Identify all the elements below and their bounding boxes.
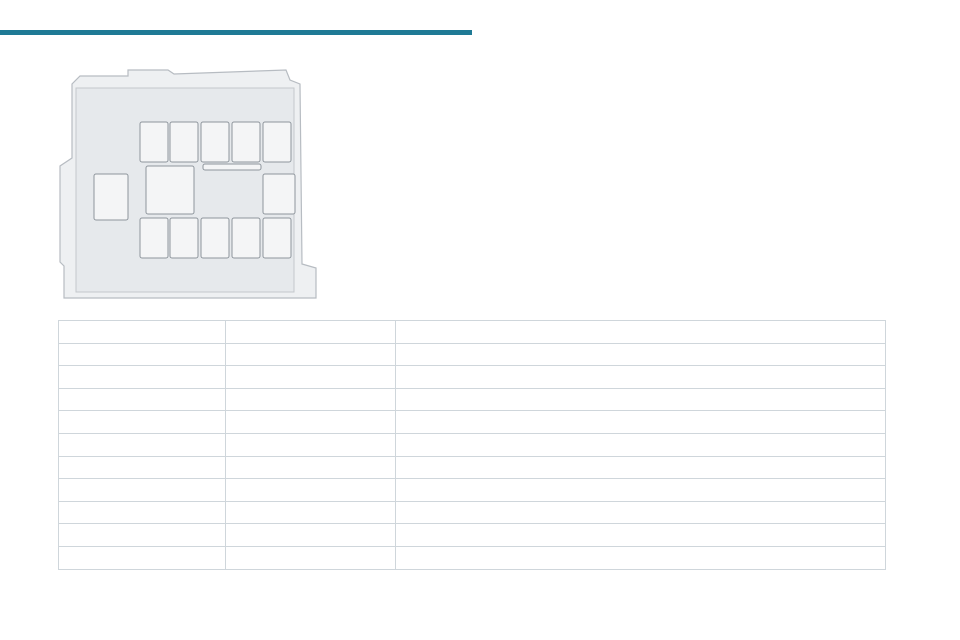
fuse-assignment xyxy=(396,546,886,569)
fuse-number xyxy=(59,411,226,434)
relay xyxy=(232,122,260,162)
table-row xyxy=(59,411,886,434)
fuse-amperage xyxy=(226,479,396,502)
table-row xyxy=(59,343,886,366)
table-row xyxy=(59,479,886,502)
fuse-assignment xyxy=(396,343,886,366)
fuse-assignment xyxy=(396,411,886,434)
fuse-number xyxy=(59,343,226,366)
fuse-amperage xyxy=(226,433,396,456)
relay xyxy=(263,174,295,214)
relay xyxy=(146,166,194,214)
fuse-number xyxy=(59,546,226,569)
fuse-box-diagram xyxy=(58,66,320,302)
fuse-amperage xyxy=(226,524,396,547)
fuse-amperage xyxy=(226,343,396,366)
fuse-assignment xyxy=(396,456,886,479)
column-header-amperes xyxy=(226,321,396,344)
fuse-assignment xyxy=(396,524,886,547)
fuse-amperage xyxy=(226,388,396,411)
relay xyxy=(170,218,198,258)
fuse-amperage xyxy=(226,456,396,479)
fuse-number xyxy=(59,501,226,524)
table-row xyxy=(59,546,886,569)
fuse-amperage xyxy=(226,501,396,524)
table-row xyxy=(59,433,886,456)
relay xyxy=(94,174,128,220)
fuse-assignment xyxy=(396,501,886,524)
table-row xyxy=(59,388,886,411)
relay xyxy=(140,122,168,162)
fuse-assignment xyxy=(396,366,886,389)
header-accent-bar xyxy=(0,30,472,35)
relay xyxy=(263,218,291,258)
fuse-number xyxy=(59,388,226,411)
relay xyxy=(201,218,229,258)
fuse-assignment xyxy=(396,479,886,502)
fuse-number xyxy=(59,524,226,547)
table-header-row xyxy=(59,321,886,344)
table-row xyxy=(59,366,886,389)
table-row xyxy=(59,456,886,479)
fuse-number xyxy=(59,433,226,456)
relay xyxy=(140,218,168,258)
fuse-table xyxy=(58,320,886,570)
fuse-amperage xyxy=(226,366,396,389)
relay xyxy=(232,218,260,258)
fuse-assignment xyxy=(396,433,886,456)
fuse-amperage xyxy=(226,411,396,434)
connector-slot xyxy=(203,164,261,170)
fuse-assignment xyxy=(396,388,886,411)
fuse-amperage xyxy=(226,546,396,569)
fuse-number xyxy=(59,456,226,479)
fuse-number xyxy=(59,366,226,389)
table-row xyxy=(59,501,886,524)
column-header-assignment xyxy=(396,321,886,344)
fuse-number xyxy=(59,479,226,502)
relay xyxy=(263,122,291,162)
relay xyxy=(170,122,198,162)
relay xyxy=(201,122,229,162)
table-row xyxy=(59,524,886,547)
column-header-fuses xyxy=(59,321,226,344)
